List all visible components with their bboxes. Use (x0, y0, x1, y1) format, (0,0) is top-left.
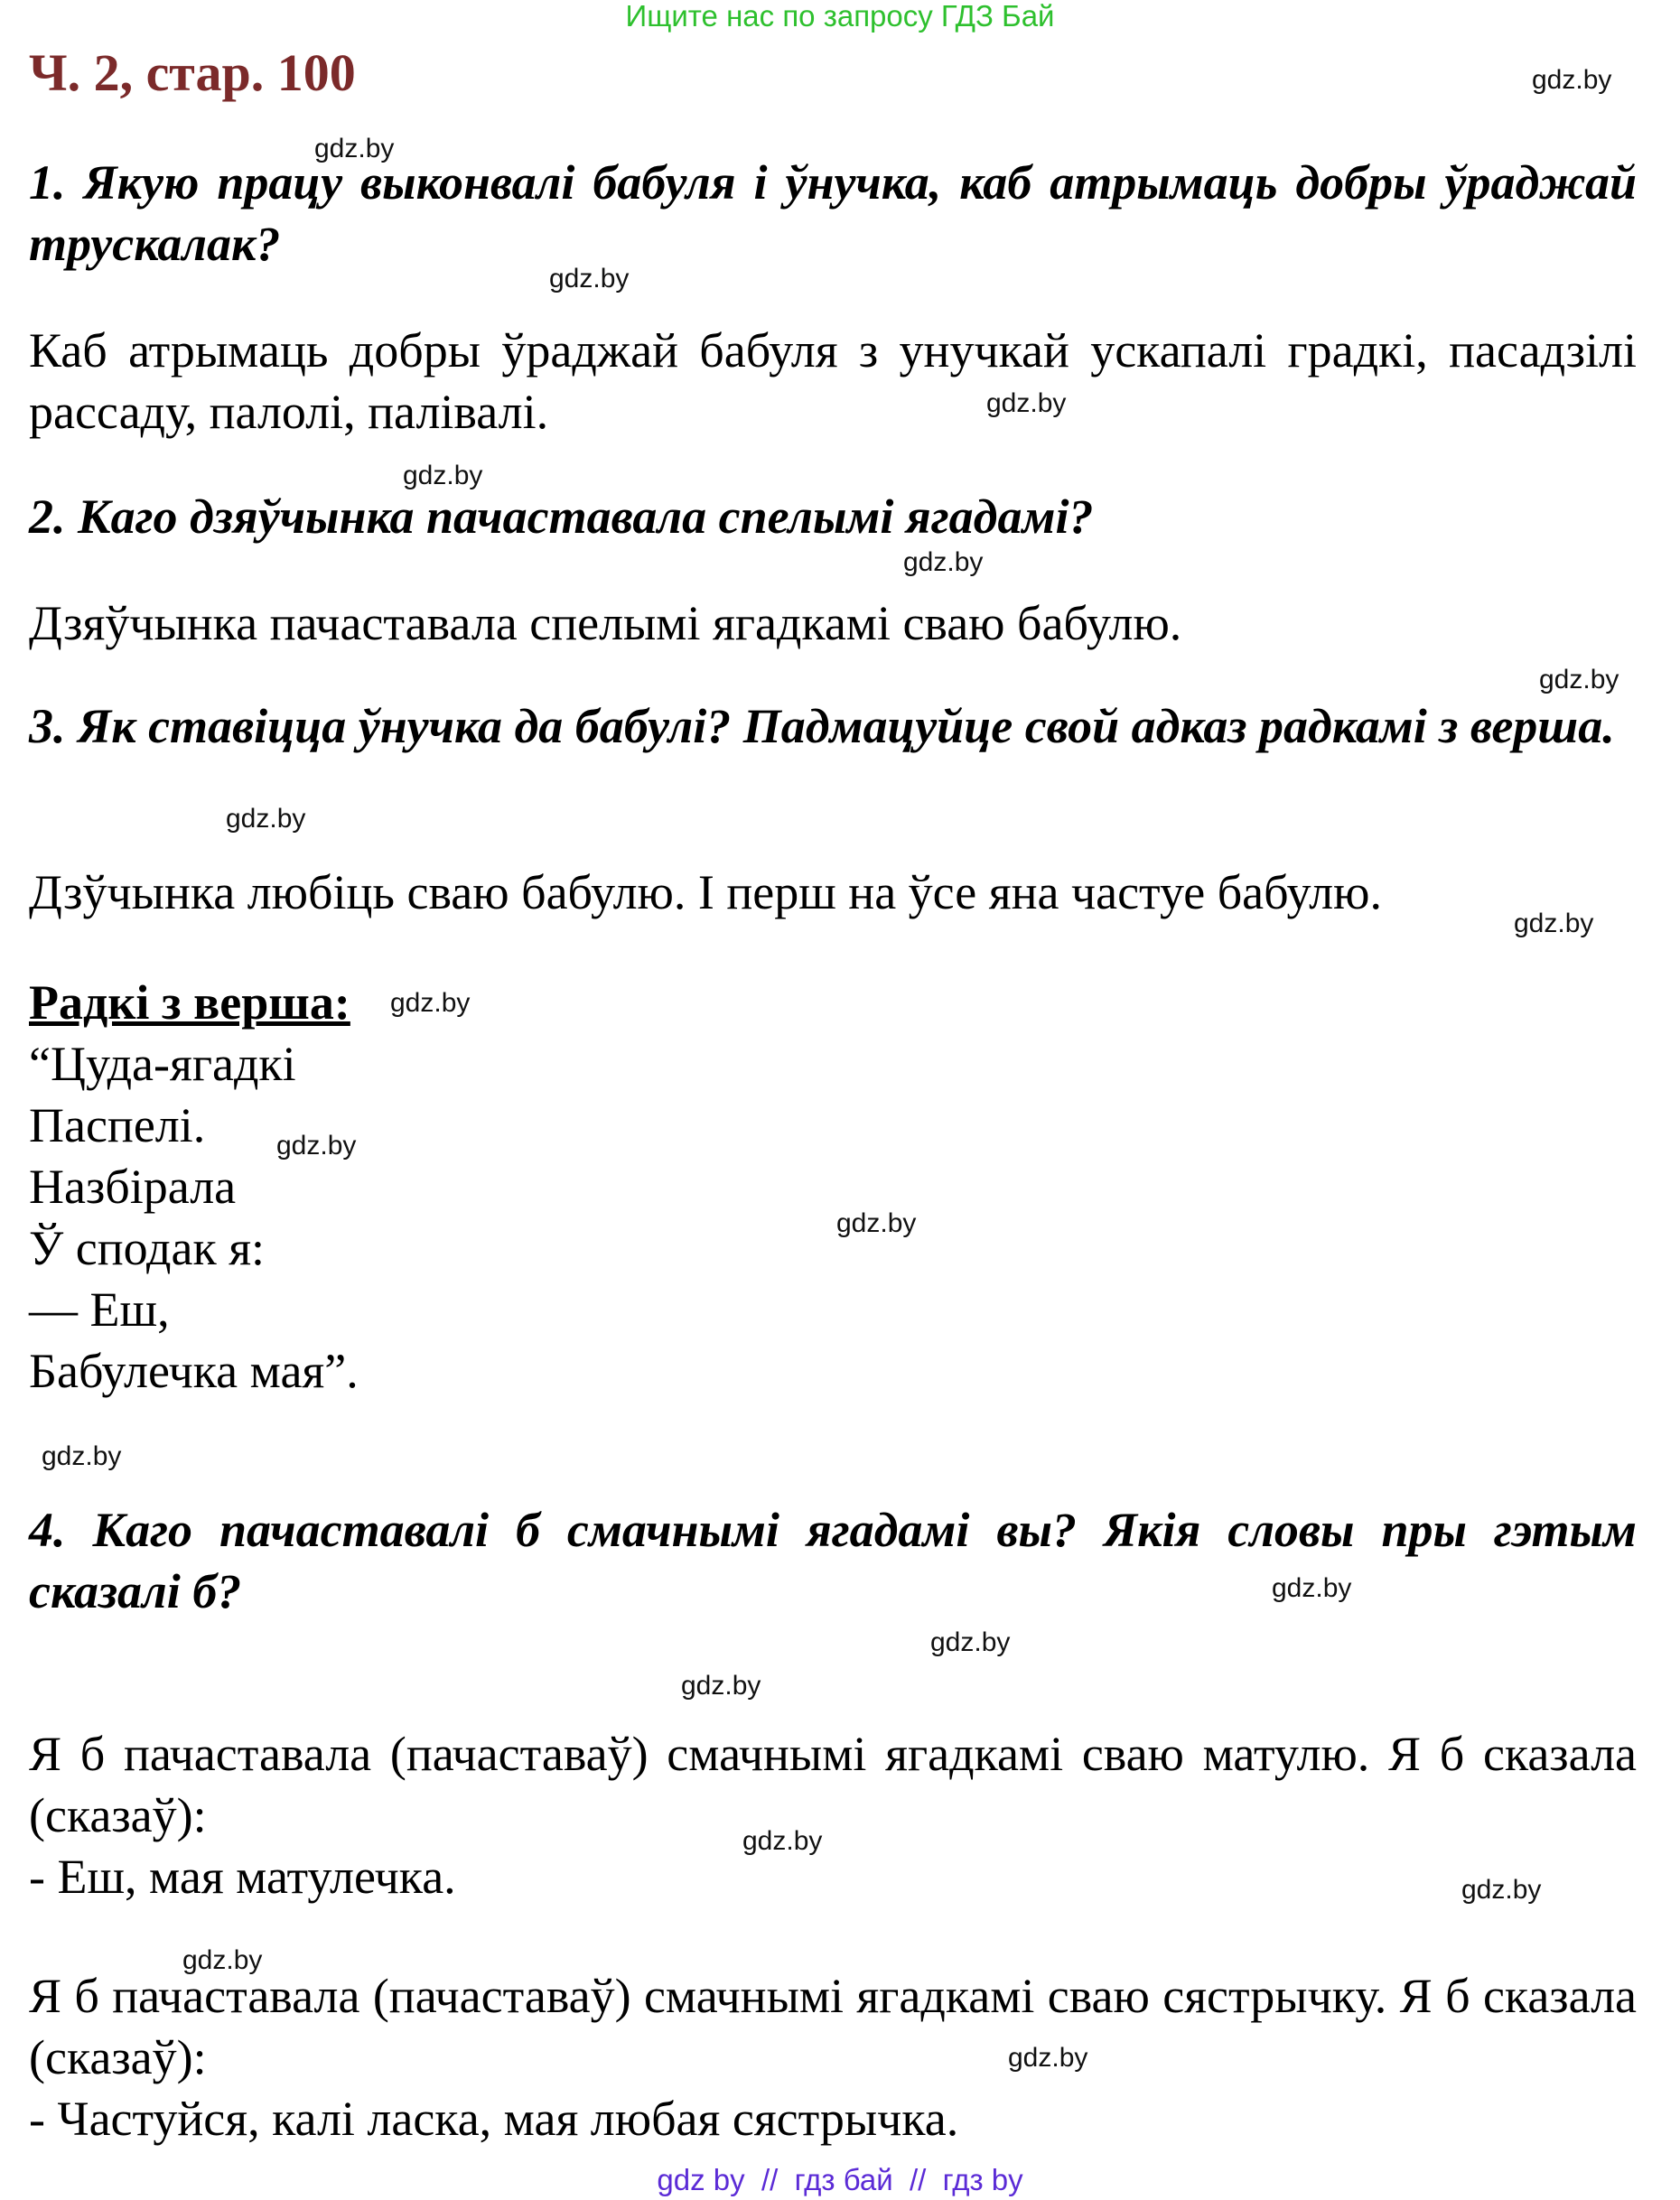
watermark: gdz.by (403, 461, 483, 490)
watermark: gdz.by (836, 1208, 917, 1238)
answer-3: Дзўчынка любіць сваю бабулю. І перш на ўсе яна частуе бабулю. (29, 865, 1382, 919)
watermark: gdz.by (742, 1826, 823, 1856)
watermark: gdz.by (986, 388, 1067, 418)
watermark: gdz.by (1461, 1875, 1542, 1905)
answer-1: Каб атрымаць добры ўраджай бабуля з унучкай ускапалі градкі, пасадзілі рассаду, палолі, палівалі. (29, 323, 1637, 439)
poem-line: Паспелі. (29, 1098, 206, 1152)
answer-4a-speech: - Еш, мая матулечка. (29, 1850, 456, 1904)
poem-line: “Цуда-ягадкі (29, 1037, 296, 1091)
answer-4b-speech: - Частуйся, калі ласка, мая любая сястрычка. (29, 2092, 959, 2146)
question-3: 3. Як ставіцца ўнучка да бабулі? Падмацуйце свой адказ радкамі з верша. (29, 699, 1615, 753)
watermark: gdz.by (276, 1131, 357, 1161)
watermark: gdz.by (1008, 2043, 1088, 2073)
watermark: gdz.by (1539, 665, 1619, 694)
watermark: gdz.by (182, 1945, 263, 1975)
answer-4b: Я б пачаставала (пачаставаў) смачнымі ягадкамі сваю сястрычку. Я б сказала (сказаў): (29, 1969, 1637, 2084)
poem-line: Ў сподак я: (29, 1221, 266, 1275)
footer-links: gdz by // гдз бай // гдз by (657, 2163, 1023, 2196)
watermark: gdz.by (1272, 1573, 1352, 1603)
watermark: gdz.by (681, 1671, 761, 1701)
watermark: gdz.by (1532, 65, 1612, 95)
watermark: gdz.by (226, 804, 306, 834)
poem-line: Бабулечка мая”. (29, 1344, 359, 1398)
watermark: gdz.by (390, 988, 471, 1018)
question-4: 4. Каго пачаставалі б смачнымі ягадамі вы? Якія словы пры гэтым сказалі б? (29, 1503, 1637, 1618)
poem-heading: Радкі з верша: (29, 975, 350, 1030)
watermark: gdz.by (1514, 909, 1594, 938)
answer-2: Дзяўчынка пачаставала спелымі ягадкамі сваю бабулю. (29, 596, 1182, 650)
watermark: gdz.by (930, 1627, 1011, 1657)
watermark: gdz.by (42, 1441, 122, 1471)
watermark: gdz.by (549, 264, 630, 294)
question-2: 2. Каго дзяўчынка пачаставала спелымі ягадамі? (29, 489, 1094, 544)
watermark: gdz.by (903, 547, 984, 577)
answer-4a: Я б пачаставала (пачаставаў) смачнымі ягадкамі сваю матулю. Я б сказала (сказаў): (29, 1727, 1637, 1842)
question-1: 1. Якую працу выконвалі бабуля і ўнучка, каб атрымаць добры ўраджай трускалак? (29, 155, 1637, 271)
poem-line: — Еш, (29, 1282, 170, 1337)
top-banner: Ищите нас по запросу ГДЗ Бай (625, 0, 1055, 33)
page-title: Ч. 2, стар. 100 (29, 43, 356, 102)
watermark: gdz.by (314, 134, 395, 163)
poem-line: Назбірала (29, 1160, 237, 1214)
